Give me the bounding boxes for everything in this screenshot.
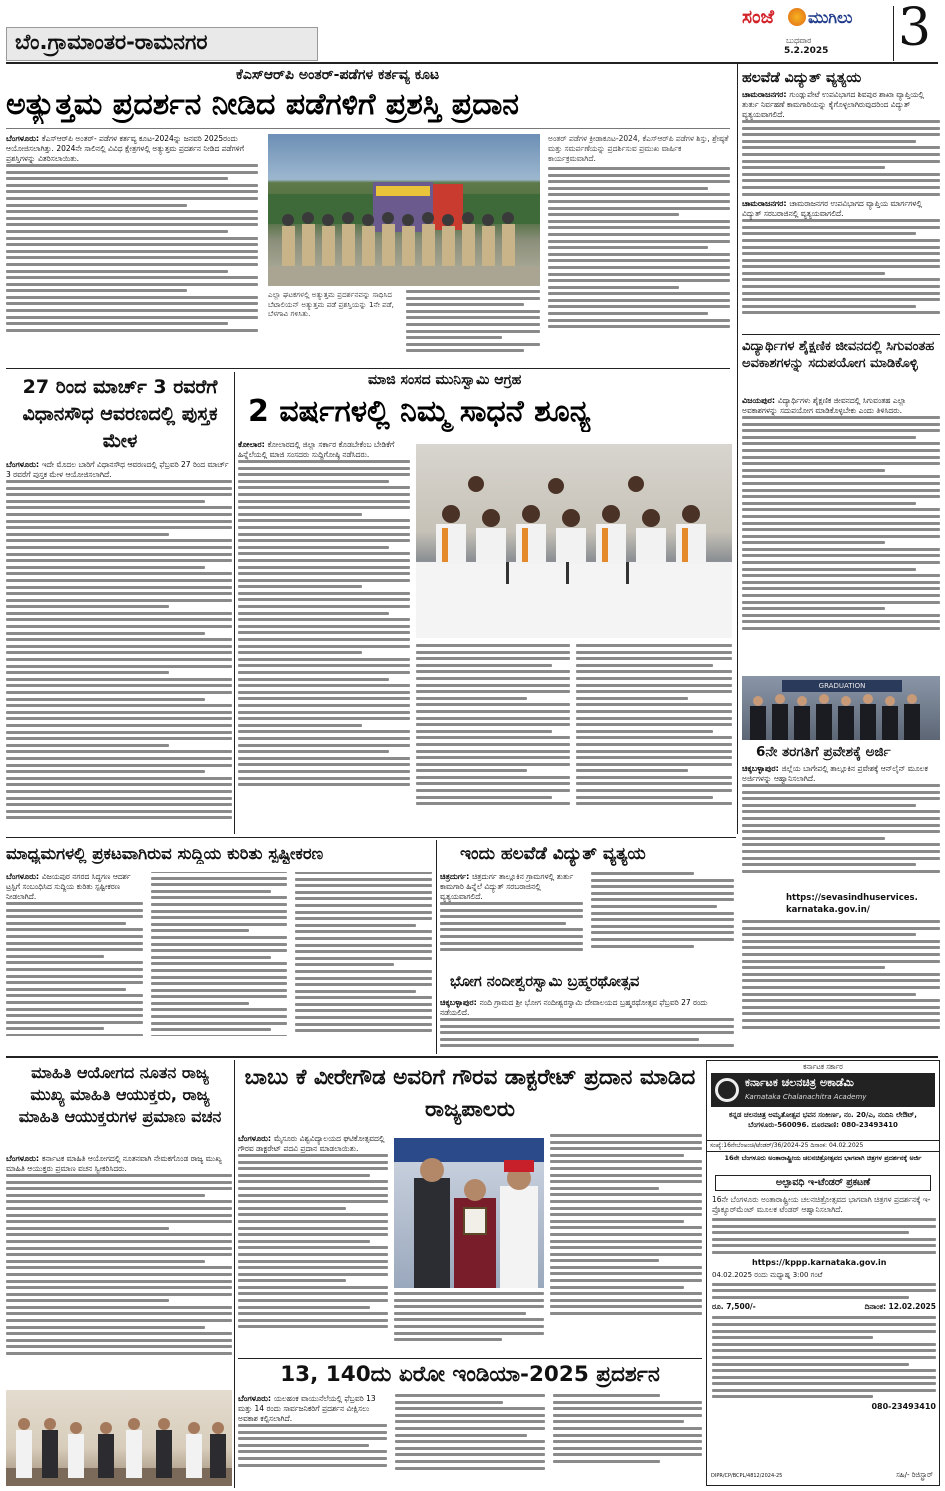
sidebar2-dateline: ವಿಜಯಪುರ: [742, 396, 776, 405]
story5-sub-text [440, 998, 734, 1052]
sidebar2-text [742, 396, 940, 668]
story2-dateline: ಬೆಂಗಳೂರು: [6, 460, 40, 469]
tender-notice-title: ಅಲ್ಪಾವಧಿ ಇ-ಟೆಂಡರ್ ಪ್ರಕಟಣೆ [715, 1175, 931, 1191]
story8-body: ಯಲಹಂಕ ವಾಯುನೆಲೆಯಲ್ಲಿ ಫೆಬ್ರವರಿ 13 ಮತ್ತು 14 ರಂದು ಸಾರ್ವಜನಿಕರಿಗೆ ಪ್ರದರ್ಶನ ವೀಕ್ಷಿಸಲು ಅವಕಾಶ ಕಲ್ಪಿಸಲಾಗಿದೆ. [238, 1394, 376, 1423]
tender-logo-block [711, 1073, 935, 1107]
masthead-day: ಬುಧವಾರ [786, 36, 812, 45]
sidebar-admission [742, 742, 940, 1042]
story1-lead: ಕೆಎಸ್‌ಆರ್‌ಪಿ ಅಂತರ್- ಪಡೆಗಳ ಕರ್ತವ್ಯ ಕೂಟ-2024ನ್ನು ಜನವರಿ 2025ರಂದು ಆಯೋಜಿಸಲಾಗಿತ್ತು. 2024ನೇ ಸಾಲಿನಲ್ಲಿ ವಿವಿಧ ಕ್ಷೇತ್ರಗಳಲ್ಲಿ ಅತ್ಯುತ್ತಮ ಪ್ರದರ್ಶನ ನೀಡಿದ ಪಡೆಗಳಿಗೆ ಪ್ರಶಸ್ತಿಗಳನ್ನು ವಿತರಿಸಲಾಯಿತು. [6, 134, 245, 163]
tender-date-line: 04.02.2025 ರಂದು ಮಧ್ಯಾಹ್ನ 3:00 ಗಂಟೆ [712, 1270, 823, 1279]
sidebar1-body: ಗುಂಡ್ಲುಪೇಟೆ ಉಪವಿಭಾಗದ ಶಿವಪುರ ಶಾಖಾ ವ್ಯಾಪ್ತಿಯಲ್ಲಿ ತುರ್ತು ನಿರ್ವಹಣೆ ಕಾಮಗಾರಿಯನ್ನು ಕೈಗೊಳ್ಳಲಾಗಿರುವುದರಿಂದ ವಿದ್ಯುತ್ ವ್ಯತ್ಯಯವಾಗಲಿದೆ. [742, 90, 924, 119]
admission-headline: 6ನೇ ತರಗತಿಗೆ ಪ್ರವೇಶಕ್ಕೆ ಅರ್ಜಿ [756, 744, 891, 760]
sidebar1-body2: ಚಾಮರಾಜನಗರ ಉಪವಿಭಾಗದ ವ್ಯಾಪ್ತಿಯ ಮಾರ್ಗಗಳಲ್ಲಿ ವಿದ್ಯುತ್ ಸರಬರಾಜಿನಲ್ಲಿ ವ್ಯತ್ಯಯವಾಗಲಿದೆ. [742, 199, 923, 219]
doctorate-illustration [394, 1138, 544, 1288]
story5-sub-body: ನಂದಿ ಗ್ರಾಮದ ಶ್ರೀ ಭೋಗ ನಂದೀಶ್ವರಸ್ವಾಮಿ ದೇವಾಲಯದ ಬ್ರಹ್ಮರಥೋತ್ಸವ ಫೆಬ್ರವರಿ 27 ರಂದು ನಡೆಯಲಿದೆ. [440, 998, 708, 1017]
sidebar2-headline: ವಿದ್ಯಾರ್ಥಿಗಳ ಶೈಕ್ಷಣಿಕ ಜೀವನದಲ್ಲಿ ಸಿಗುವಂತಹ ಅವಕಾಶಗಳನ್ನು ಸದುಪಯೋಗ ಮಾಡಿಕೊಳ್ಳಿ [742, 339, 935, 371]
sidebar1-dateline2: ಚಾಮರಾಜನಗರ: [742, 199, 787, 209]
story7-headline: ಬಾಬು ಕೆ ವೀರೇಗೌಡ ಅವರಿಗೆ ಗೌರವ ಡಾಕ್ಟರೇಟ್ ಪ್ರದಾನ ಮಾಡಿದ ರಾಜ್ಯಪಾಲರು [244, 1065, 696, 1122]
press-meet-photo [416, 444, 732, 638]
tender-portal[interactable]: https://kppp.karnataka.gov.in [752, 1257, 887, 1267]
story-munisamy [238, 370, 732, 836]
story3-col2 [416, 644, 570, 832]
graduates-illustration [742, 676, 940, 740]
story6-body: ಕರ್ನಾಟಕ ಮಾಹಿತಿ ಆಯೋಗದಲ್ಲಿ ನೂತನವಾಗಿ ನೇಮಕಗೊಂಡ ರಾಜ್ಯ ಮುಖ್ಯ ಮಾಹಿತಿ ಆಯುಕ್ತರು ಪ್ರಮಾಣ ವಚನ ಸ್ವೀಕರಿಸಿದರು. [6, 1154, 222, 1173]
story3-col3 [576, 644, 732, 832]
story1-photo-caption [268, 290, 400, 360]
sidebar-power-cut [742, 64, 940, 334]
story-clarification [6, 840, 432, 1054]
story5-body: ಚಿತ್ರದುರ್ಗ ತಾಲ್ಲೂಕಿನ ಗ್ರಾಮಗಳಲ್ಲಿ ತುರ್ತು ಕಾಮಗಾರಿ ಹಿನ್ನೆಲೆ ವಿದ್ಯುತ್ ಸರಬರಾಜಿನಲ್ಲಿ ವ್ಯತ್ಯಯವಾಗಲಿದೆ. [440, 872, 574, 901]
sidebar-students [742, 336, 940, 670]
story-rti [6, 1060, 232, 1488]
admission-text [742, 764, 940, 894]
admission-url[interactable]: https://sevasindhuservices. karnataka.gov.in/ [786, 893, 918, 915]
tender-gov-line: ಕರ್ನಾಟಕ ಸರ್ಕಾರ [803, 1063, 843, 1071]
story8-text [238, 1394, 702, 1486]
tender-footer-code: DIPR/CP/BCPL/4812/2024-25 [711, 1473, 783, 1479]
ksrp-award-photo [268, 134, 540, 286]
page-number: 3 [898, 0, 932, 58]
tender-org-en: Karnataka Chalanachitra Academy [745, 1093, 867, 1101]
story2-headline: 27 ರಿಂದ ಮಾರ್ಚ್ 3 ರವರೆಗೆ ವಿಧಾನಸೌಧ ಆವರಣದಲ್ಲಿ ಪುಸ್ತಕ ಮೇಳ [22, 376, 218, 452]
sun-icon [788, 8, 806, 26]
story-power-festival [440, 840, 734, 1054]
tender-signatory: ಸಹಿ/- ರಿಜಿಸ್ಟ್ರಾರ್ [896, 1471, 933, 1479]
story4-headline: ಮಾಧ್ಯಮಗಳಲ್ಲಿ ಪ್ರಕಟವಾಗಿರುವ ಸುದ್ದಿಯ ಕುರಿತು ಸ್ಪಷ್ಟೀಕರಣ [6, 844, 324, 863]
story1-dateline: ಬೆಂಗಳೂರು: [6, 134, 40, 143]
tender-org-kn: ಕರ್ನಾಟಕ ಚಲನಚಿತ್ರ ಅಕಾಡೆಮಿ [745, 1076, 854, 1089]
masthead-logo [728, 4, 898, 38]
sidebar2-body: ವಿದ್ಯಾರ್ಥಿಗಳು ಶೈಕ್ಷಣಿಕ ಜೀವನದಲ್ಲಿ ಸಿಗುವಂತಹ ಎಲ್ಲಾ ಅವಕಾಶಗಳನ್ನು ಸದುಪಯೋಗ ಮಾಡಿಕೊಳ್ಳಬೇಕು ಎಂದು ತಿಳಿಸಿದರು. [742, 396, 907, 415]
story7-body: ಮೈಸೂರು ವಿಶ್ವವಿದ್ಯಾಲಯದ ಘಟಿಕೋತ್ಸವದಲ್ಲಿ ಗೌರವ ಡಾಕ್ಟರೇಟ್ ಪದವಿ ಪ್ರದಾನ ಮಾಡಲಾಯಿತು. [238, 1134, 385, 1153]
sidebar1-text [742, 90, 940, 330]
story4-text [6, 872, 432, 1050]
masthead-date: 5.2.2025 [784, 46, 829, 56]
story5-sub-dateline: ಚಿಕ್ಕಬಳ್ಳಾಪುರ: [440, 998, 477, 1007]
story7-col1 [238, 1134, 388, 1352]
story1-caption: ಎಲ್ಲಾ ಘಟಕಗಳಲ್ಲಿ ಅತ್ಯುತ್ತಮ ಪ್ರದರ್ಶನವನ್ನು ಸಾಧಿಸಿದ ಬೆಟಾಲಿಯನ್ ಅತ್ಯುತ್ತಮ ಪಡೆ ಪ್ರಶಸ್ತಿಯನ್ನು 1ನೇ ಪಡೆ, ಬೆಳಗಾವಿ ಗಳಿಸಿತು. [268, 290, 394, 318]
section-title: ಬೆಂ.ಗ್ರಾಮಾಂತರ-ರಾಮನಗರ [15, 30, 208, 54]
story3-kicker: ಮಾಜಿ ಸಂಸದ ಮುನಿಸ್ವಾಮಿ ಆಗ್ರಹ [368, 372, 522, 388]
story1-col3 [406, 290, 540, 360]
sidebar1-headline: ಹಲವೆಡೆ ವಿದ್ಯುತ್ ವ್ಯತ್ಯಯ [742, 70, 862, 86]
admission-dateline: ಚಿಕ್ಕಬಳ್ಳಾಪುರ: [742, 764, 779, 773]
tender-subject: 16ನೇ ಬೆಂಗಳೂರು ಅಂತಾರಾಷ್ಟ್ರೀಯ ಚಲನಚಿತ್ರೋತ್ಸವದ ಭಾಗವಾಗಿ ಚಿತ್ರಗಳ ಪ್ರದರ್ಶನಕ್ಕೆ ಅರ್ಜಿ [724, 1154, 922, 1162]
story5-dateline: ಚಿತ್ರದುರ್ಗ: [440, 872, 470, 881]
tender-address: ಕನ್ನಡ ಚಲನಚಿತ್ರ ಅಮೃತೋತ್ಸವ ಭವನ ಸಂಕೀರ್ಣ, ನಂ. 20/ಎ, ನಂದಿನಿ ಲೇಔಟ್, ಬೆಂಗಳೂರು-560096. ದೂರವಾಣಿ: 080-23493410 [729, 1111, 917, 1129]
story7-col2 [394, 1292, 544, 1352]
story-aero-india [238, 1360, 702, 1488]
story8-dateline: ಬೆಂಗಳೂರು: [238, 1394, 272, 1403]
story1-col4 [548, 134, 730, 362]
doctorate-photo [394, 1138, 544, 1288]
tender-ref: ಸಂಖ್ಯೆ:16ನೇಬೆಂಅಂಚಿ/ಟೆಂಡರ್/36/2024-25 ದಿನಾಂಕ: 04.02.2025 [710, 1142, 864, 1149]
tender-last-date: ದಿನಾಂಕ: 12.02.2025 [864, 1302, 936, 1312]
oath-ceremony-photo [6, 1390, 232, 1486]
story3-body: ಕೋಲಾರದಲ್ಲಿ ಜಿಲ್ಲಾ ಸರ್ಕಾರ ಕೊಡಬೇಕೆಂಬ ಬೇಡಿಕೆಗೆ ಹಿನ್ನೆಲೆಯಲ್ಲಿ ಮಾಜಿ ಸಂಸದರು ಸುದ್ದಿಗೋಷ್ಠಿ ನಡೆಸಿದರು. [238, 440, 395, 459]
story6-headline: ಮಾಹಿತಿ ಆಯೋಗದ ನೂತನ ರಾಜ್ಯ ಮುಖ್ಯ ಮಾಹಿತಿ ಆಯುಕ್ತರು, ರಾಜ್ಯ ಮಾಹಿತಿ ಆಯುಕ್ತರುಗಳ ಪ್ರಮಾಣ ವಚನ [18, 1063, 222, 1126]
press-meet-illustration [416, 444, 732, 638]
oath-ceremony-illustration [6, 1390, 232, 1486]
story1-col1 [6, 134, 258, 358]
story3-col1 [238, 440, 410, 830]
story1-headline: ಅತ್ಯುತ್ತಮ ಪ್ರದರ್ಶನ ನೀಡಿದ ಪಡೆಗಳಿಗೆ ಪ್ರಶಸ್ತಿ ಪ್ರದಾನ [6, 87, 519, 122]
story4-body: ವಿಜಯಪುರ ನಗರದ ಸಿದ್ಧಗಣ ಆದರ್ಶ ಟ್ರಸ್ಟಿಗೆ ಸಂಬಂಧಿಸಿದ ಸುದ್ದಿಯ ಕುರಿತು ಸ್ಪಷ್ಟೀಕರಣ ನೀಡಲಾಗಿದೆ. [6, 872, 131, 901]
story5-text [440, 872, 734, 972]
logo-sanje: ಸಂಜೆ [742, 6, 775, 28]
story5-sub-headline: ಭೋಗ ನಂದೀಶ್ವರಸ್ವಾಮಿ ಬ್ರಹ್ಮರಥೋತ್ಸವ [450, 974, 640, 990]
story-doctorate [238, 1060, 702, 1356]
graduation-banner: GRADUATION [782, 680, 902, 692]
story6-dateline: ಬೆಂಗಳೂರು: [6, 1154, 40, 1163]
tender-phone: 080-23493410 [871, 1402, 936, 1412]
story7-col3 [550, 1134, 702, 1352]
story3-headline: 2 ವರ್ಷಗಳಲ್ಲಿ ನಿಮ್ಮ ಸಾಧನೆ ಶೂನ್ಯ [248, 394, 591, 429]
story4-dateline: ಬೆಂಗಳೂರು: [6, 872, 40, 881]
tender-text [712, 1195, 936, 1485]
film-reel-icon [715, 1078, 739, 1102]
tender-advertisement [706, 1060, 940, 1486]
award-group-illustration [268, 134, 540, 286]
story1-body2: ಅಂತರ್ ಪಡೆಗಳ ಕ್ರೀಡಾಕೂಟ-2024, ಕೆಎಸ್‌ಆರ್‌ಪಿ ಪಡೆಗಳ ಶಿಸ್ತು, ಶ್ರೇಷ್ಠತೆ ಮತ್ತು ಸಮರ್ಪಣೆಯನ್ನು ಪ್ರದರ್ಶಿಸುವ ಪ್ರಮುಖ ವಾರ್ಷಿಕ ಕಾರ್ಯಕ್ರಮವಾಗಿದೆ. [548, 134, 729, 163]
tender-fee: ರೂ. 7,500/- [712, 1302, 756, 1312]
story-book-fair [6, 370, 232, 836]
section-banner [6, 27, 318, 61]
story6-text [6, 1154, 232, 1374]
story8-headline: 13, 140ದು ಏರೋ ಇಂಡಿಯಾ-2025 ಪ್ರದರ್ಶನ [280, 1362, 660, 1387]
admission-text2 [742, 920, 940, 1040]
admission-body: ಜಿಲ್ಲೆಯ ಬಾಗೇಪಲ್ಲಿ ತಾಲ್ಲೂಕಿನ ಪ್ರವೇಶಕ್ಕೆ ಆನ್‌ಲೈನ್ ಮೂಲಕ ಅರ್ಜಿಗಳನ್ನು ಆಹ್ವಾನಿಸಲಾಗಿದೆ. [742, 764, 928, 783]
story5-headline: ಇಂದು ಹಲವೆಡೆ ವಿದ್ಯುತ್ ವ್ಯತ್ಯಯ [460, 844, 646, 864]
story3-dateline: ಕೋಲಾರ: [238, 440, 265, 449]
graduation-photo [742, 676, 940, 740]
story2-text [6, 460, 232, 832]
story2-body: ಇದೇ ಮೊದಲ ಬಾರಿಗೆ ವಿಧಾನಸೌಧ ಆವರಣದಲ್ಲಿ ಫೆಬ್ರವರಿ 27 ರಿಂದ ಮಾರ್ಚ್ 3 ರವರೆಗೆ ಪುಸ್ತಕ ಮೇಳ ಆಯೋಜಿಸಲಾಗಿದೆ. [6, 460, 229, 479]
sidebar1-dateline: ಚಾಮರಾಜನಗರ: [742, 90, 787, 99]
story-ksrp [6, 64, 730, 368]
tender-body: 16ನೇ ಬೆಂಗಳೂರು ಅಂತಾರಾಷ್ಟ್ರೀಯ ಚಲನಚಿತ್ರೋತ್ಸವದ ಭಾಗವಾಗಿ ಚಿತ್ರಗಳ ಪ್ರದರ್ಶನಕ್ಕೆ ಇ-ಪ್ರೊಕ್ಯೂರ್‌ಮೆಂಟ್ ಮೂಲಕ ಟೆಂಡರ್ ಆಹ್ವಾನಿಸಲಾಗಿದೆ. [712, 1195, 931, 1214]
story7-dateline: ಬೆಂಗಳೂರು: [238, 1134, 272, 1143]
logo-mugilu: ಮುಗಿಲು [808, 8, 853, 27]
story1-kicker: ಕೆಎಸ್‌ಆರ್‌ಪಿ ಅಂತರ್-ಪಡೆಗಳ ಕರ್ತವ್ಯ ಕೂಟ [236, 67, 440, 83]
